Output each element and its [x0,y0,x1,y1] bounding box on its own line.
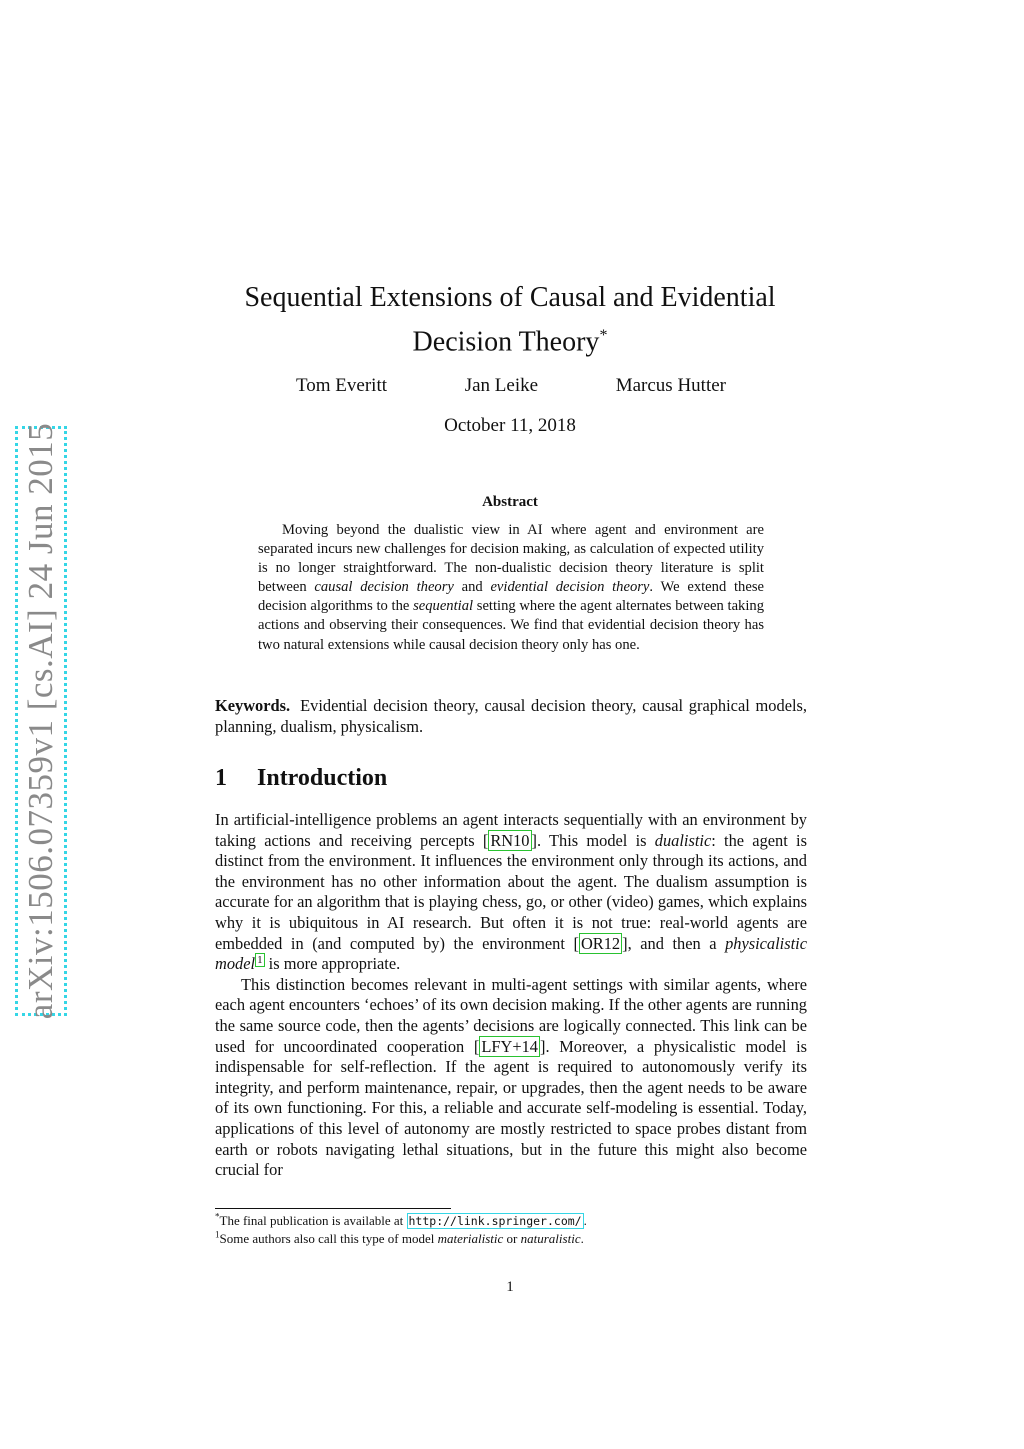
section-title: Introduction [257,765,388,791]
abstract-seg: Moving beyond the dualistic view in AI where agent and environment are separated incurs new challenges for decision making, as calculation of expected utility is no longer straightforward. The non-dualistic decision theory literature is split between [258,522,764,596]
paragraph: In artificial-intelligence problems an agent interacts sequentially with an environment by taking actions and receiving percepts [ RN10 ]. This model is dualistic: the agent is distinct from the environment. It influences the environment only through its actions, and the environment has no other information about the agent. The dualism assumption is accurate for an algorithm that is playing chess, go, or other (video) games, which explains why it is ubiquitous in AI research. But often it is not true: real-world agents are embedded in (and computed by) the environment [ OR12 ], and then a physicalistic model $^1$ is more appropriate. [215,810,807,974]
text-run: is more appropriate. [264,954,401,974]
footnote-2 [215,1230,807,1247]
title-line-2-text: Decision Theory [412,326,600,358]
abstract-emphasis: evidential decision theory [490,579,650,596]
text-run: , and then a [627,933,726,953]
text-run: . This model is [536,830,655,850]
abstract-seg: . We extend these decision algorithms to the [258,579,764,615]
footnote-text: . [580,1231,584,1246]
text-run: This distinction becomes relevant in multi-agent settings with similar agents, where each agent encounters ‘echoes’ of its own decision making. If the other agents are running the same source code, then the agents’ decisions are logically connected. This link can be used for uncoordinated cooperation [215,974,807,1056]
title-line-1: Sequential Extensions of Causal and Evidential [244,282,776,313]
abstract-seg: and [453,579,491,596]
text-run: : the agent is distinct from the environment. It influences the environment only through its actions, and the environment has no other information about the agent. The dualism assumption is accurate for an algorithm that is playing chess, go, or other (video) games, which explains why it is ubiquitous in AI research. But often it is not true: real-world agents are embedded in (and computed by) the environment [215,830,807,953]
section-number: 1 [215,765,227,791]
introduction-body [215,810,807,1181]
keywords-text: Evidential decision theory, causal decision theory, causal graphical models, planning, dualism, physicalism. [215,696,807,736]
abstract-text [258,521,764,655]
abstract-emphasis: sequential [413,598,474,615]
citation-link[interactable]: RN10 [490,830,530,850]
footnote-emphasis: materialistic [437,1231,504,1246]
footnote-text: The final publication is available at [219,1213,407,1228]
footnote-1 [215,1212,807,1230]
author-list [296,375,726,397]
paper-title [200,279,820,361]
keywords [215,696,807,737]
footnote-text: or [503,1231,521,1246]
citation-link[interactable]: OR12 [580,933,621,953]
text-run: In artificial-intelligence problems an agent interacts sequentially with an environment by taking actions and receiving percepts [215,810,807,850]
paragraph: This distinction becomes relevant in multi-agent settings with similar agents, where each agent encounters ‘echoes’ of its own decision making. If the other agents are running the same source code, then the agents’ decisions are logically connected. This link can be used for uncoordinated cooperation [ LFY+14 ]. Moreover, a physicalistic model is indispensable for self-reflection. If the agent is required to autonomously verify its integrity, and perform maintenance, repair, or upgrades, then the agent needs to be aware of its own functioning. For this, a reliable and accurate self-modeling is essential. Today, applications of this level of autonomy are mostly restricted to space probes distant from earth or robots navigating lethal situations, but in the future this might also become crucial for [215,974,807,1180]
text-run: . Moreover, a physicalistic model is indispensable for self-reflection. If the agent is required to autonomously verify its integrity, and perform maintenance, repair, or upgrades, then the agent needs to be aware of its own functioning. For this, a reliable and accurate self-modeling is essential. Today, applications of this level of autonomy are mostly restricted to space probes distant from earth or robots navigating lethal situations, but in the future this might also become crucial for [215,1036,807,1180]
author-name: Marcus Hutter [615,375,726,396]
keywords-label: Keywords. [215,696,291,715]
footnote-mark: 1 [215,1229,220,1240]
title-footnote-mark[interactable]: * [599,327,608,344]
citation-link[interactable]: LFY+14 [481,1036,538,1056]
abstract-seg: setting where the agent alternates between taking actions and observing their consequences. We find that evidential decision theory has two natural extensions while causal decision theory only has one. [258,598,764,653]
footnote-mark: * [215,1211,220,1222]
arxiv-stamp-text[interactable]: arXiv:1506.07359v1 [cs.AI] 24 Jun 2015 [21,422,60,1020]
footnote-divider [215,1208,451,1209]
author-name: Tom Everitt [296,375,388,396]
paper-date: October 11, 2018 [444,415,576,436]
footnote-text: Some authors also call this type of model [219,1231,438,1246]
page-number: 1 [506,1279,514,1295]
footnote-emphasis: naturalistic [520,1231,581,1246]
author-name: Jan Leike [464,375,539,396]
abstract-emphasis: causal decision theory [314,579,454,596]
emphasis: physicalistic model [215,933,807,974]
footnotes [215,1212,807,1247]
emphasis: dualistic [654,830,712,850]
footnote-ref-link[interactable]: 1 [257,953,263,966]
footnote-text: . [583,1213,587,1228]
title-line-2 [200,317,820,361]
section-heading [215,765,807,792]
abstract-heading: Abstract [482,494,538,510]
springer-url-link[interactable]: http://link.springer.com/ [408,1214,582,1228]
